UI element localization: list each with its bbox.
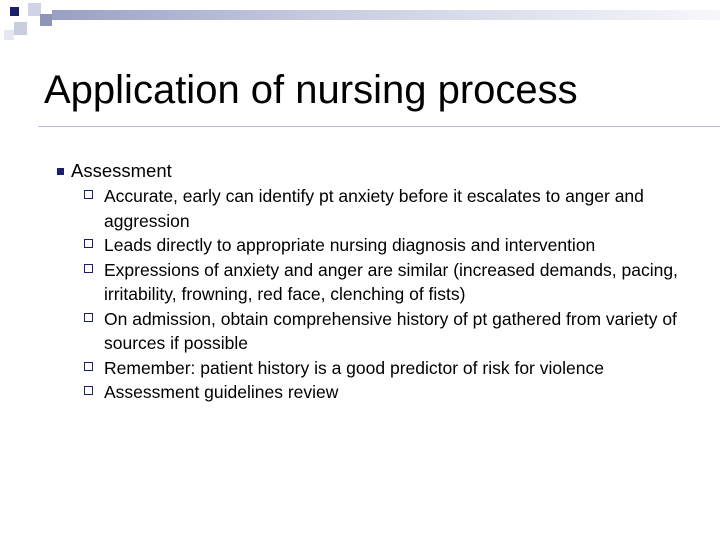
filled-square-bullet-icon — [57, 168, 64, 175]
sub-bullet-item — [44, 307, 694, 356]
sub-bullet-item — [44, 258, 694, 307]
decor-square-dark — [10, 7, 19, 16]
hollow-square-bullet-icon — [84, 239, 93, 248]
slide-title: Application of nursing process — [44, 68, 578, 112]
sub-bullet-item — [44, 184, 694, 233]
decor-square-mid — [40, 14, 52, 26]
sub-bullet-item — [44, 356, 694, 381]
top-decor-band — [52, 10, 720, 20]
sub-bullet-text: Expressions of anxiety and anger are similar (increased demands, pacing, irritability, frowning, red face, clenching of fists) — [104, 259, 678, 304]
bullet-label: Assessment — [71, 160, 172, 181]
hollow-square-bullet-icon — [84, 190, 93, 199]
slide-content — [44, 158, 694, 405]
sub-bullet-text: Remember: patient history is a good predictor of risk for violence — [104, 357, 604, 378]
hollow-square-bullet-icon — [84, 264, 93, 273]
hollow-square-bullet-icon — [84, 386, 93, 395]
sub-bullet-text: Accurate, early can identify pt anxiety before it escalates to anger and aggression — [104, 186, 644, 231]
sub-bullet-item — [44, 233, 694, 258]
sub-bullet-text: Leads directly to appropriate nursing diagnosis and intervention — [104, 235, 596, 255]
decor-square-faint — [4, 30, 14, 40]
sub-bullet-text: Assessment guidelines review — [104, 382, 339, 402]
sub-bullet-text: On admission, obtain comprehensive history of pt gathered from variety of sources if possible — [104, 308, 677, 353]
decor-square-pale — [14, 22, 27, 35]
sub-bullet-list — [44, 184, 694, 405]
bullet-assessment — [44, 158, 694, 184]
sub-bullet-item — [44, 380, 694, 405]
hollow-square-bullet-icon — [84, 313, 93, 322]
title-divider — [38, 126, 720, 127]
hollow-square-bullet-icon — [84, 362, 93, 371]
